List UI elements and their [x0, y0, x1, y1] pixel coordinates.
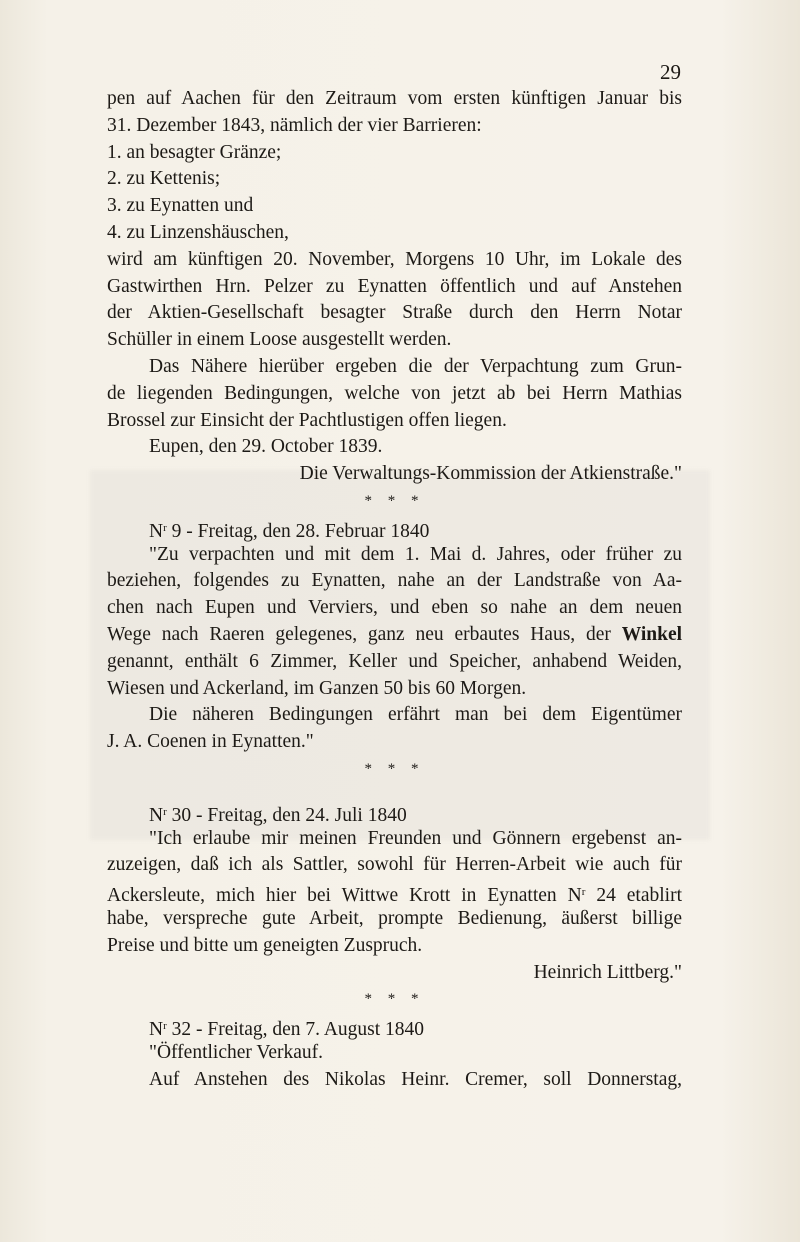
text-line: wird am künftigen 20. November, Morgens 10 Uhr, im Lokale des — [107, 248, 682, 270]
dateline: Eupen, den 29. October 1839. — [149, 436, 383, 458]
superscript: r — [163, 805, 167, 818]
list-item: 2. zu Kettenis; — [107, 168, 221, 190]
text-line: zuzeigen, daß ich als Sattler, sowohl für Herren-Arbeit wie auch für — [107, 854, 682, 876]
text-line: "Zu verpachten und mit dem 1. Mai d. Jahres, oder früher zu — [149, 543, 682, 565]
issue-heading — [107, 799, 682, 826]
issue-heading — [107, 1013, 682, 1040]
text-span: Ackersleute, mich hier bei Wittwe Krott in Eynatten N — [107, 885, 582, 907]
text-span: Wege nach Raeren gelegenes, ganz neu erbautes Haus, der — [107, 623, 611, 645]
superscript: r — [163, 1020, 167, 1033]
list-item: 3. zu Eynatten und — [107, 195, 254, 217]
text-line: pen auf Aachen für den Zeitraum vom ersten künftigen Januar bis — [107, 88, 682, 109]
section-separator: * * * — [364, 492, 425, 509]
heading-prefix: N — [149, 520, 164, 542]
heading-prefix: N — [149, 804, 164, 826]
section-separator: * * * — [364, 991, 425, 1008]
text-line: Auf Anstehen des Nikolas Heinr. Cremer, soll Donnerstag, — [149, 1068, 682, 1090]
heading-text: 9 - Freitag, den 28. Februar 1840 — [166, 520, 430, 542]
text-line: Preise und bitte um geneigten Zuspruch. — [107, 934, 423, 956]
text-line: Gastwirthen Hrn. Pelzer zu Eynatten öffentlich und auf Anstehen — [107, 275, 682, 297]
text-line — [107, 622, 682, 649]
page-number: 29 — [660, 60, 681, 84]
text-line: beziehen, folgendes zu Eynatten, nahe an der Landstraße von Aa- — [107, 570, 682, 592]
text-line — [107, 879, 682, 906]
text-line: Wiesen und Ackerland, im Ganzen 50 bis 60 Morgen. — [107, 677, 527, 699]
superscript: r — [163, 521, 167, 534]
text-line: Die näheren Bedingungen erfährt man bei dem Eigentümer — [149, 704, 682, 726]
heading-text: 30 - Freitag, den 24. Juli 1840 — [166, 804, 407, 826]
signature-line: Die Verwaltungs-Kommission der Atkienstraße." — [299, 463, 682, 485]
text-line: de liegenden Bedingungen, welche von jetzt ab bei Herrn Mathias — [107, 382, 682, 404]
text-span: 24 etablirt — [585, 885, 682, 907]
issue-heading — [107, 515, 682, 542]
signature-line: Heinrich Littberg." — [533, 961, 682, 983]
text-line: der Aktien-Gesellschaft besagter Straße durch den Herrn Notar — [107, 302, 682, 324]
bold-house-name: Winkel — [621, 623, 683, 645]
section-separator: * * * — [364, 760, 425, 777]
text-line: 31. Dezember 1843, nämlich der vier Barrieren: — [107, 114, 482, 136]
heading-prefix: N — [149, 1019, 164, 1041]
text-line: Das Nähere hierüber ergeben die der Verpachtung zum Grun- — [149, 355, 682, 377]
text-line: J. A. Coenen in Eynatten." — [107, 731, 314, 753]
text-line: chen nach Eupen und Verviers, und eben so nahe an dem neuen — [107, 597, 682, 619]
text-line: "Öffentlicher Verkauf. — [149, 1041, 324, 1063]
list-item: 4. zu Linzenshäuschen, — [107, 221, 289, 243]
text-line: habe, verspreche gute Arbeit, prompte Bedienung, äußerst billige — [107, 907, 682, 929]
text-line: genannt, enthält 6 Zimmer, Keller und Speicher, anhabend Weiden, — [107, 650, 682, 672]
list-item: 1. an besagter Gränze; — [107, 141, 282, 163]
superscript: r — [581, 886, 586, 899]
text-line: Brossel zur Einsicht der Pachtlustigen offen liegen. — [107, 409, 507, 431]
text-line: Schüller in einem Loose ausgestellt werden. — [107, 329, 452, 351]
page-body-text — [107, 86, 682, 1093]
text-line: "Ich erlaube mir meinen Freunden und Gönnern ergebenst an- — [149, 827, 682, 849]
heading-text: 32 - Freitag, den 7. August 1840 — [166, 1019, 425, 1041]
